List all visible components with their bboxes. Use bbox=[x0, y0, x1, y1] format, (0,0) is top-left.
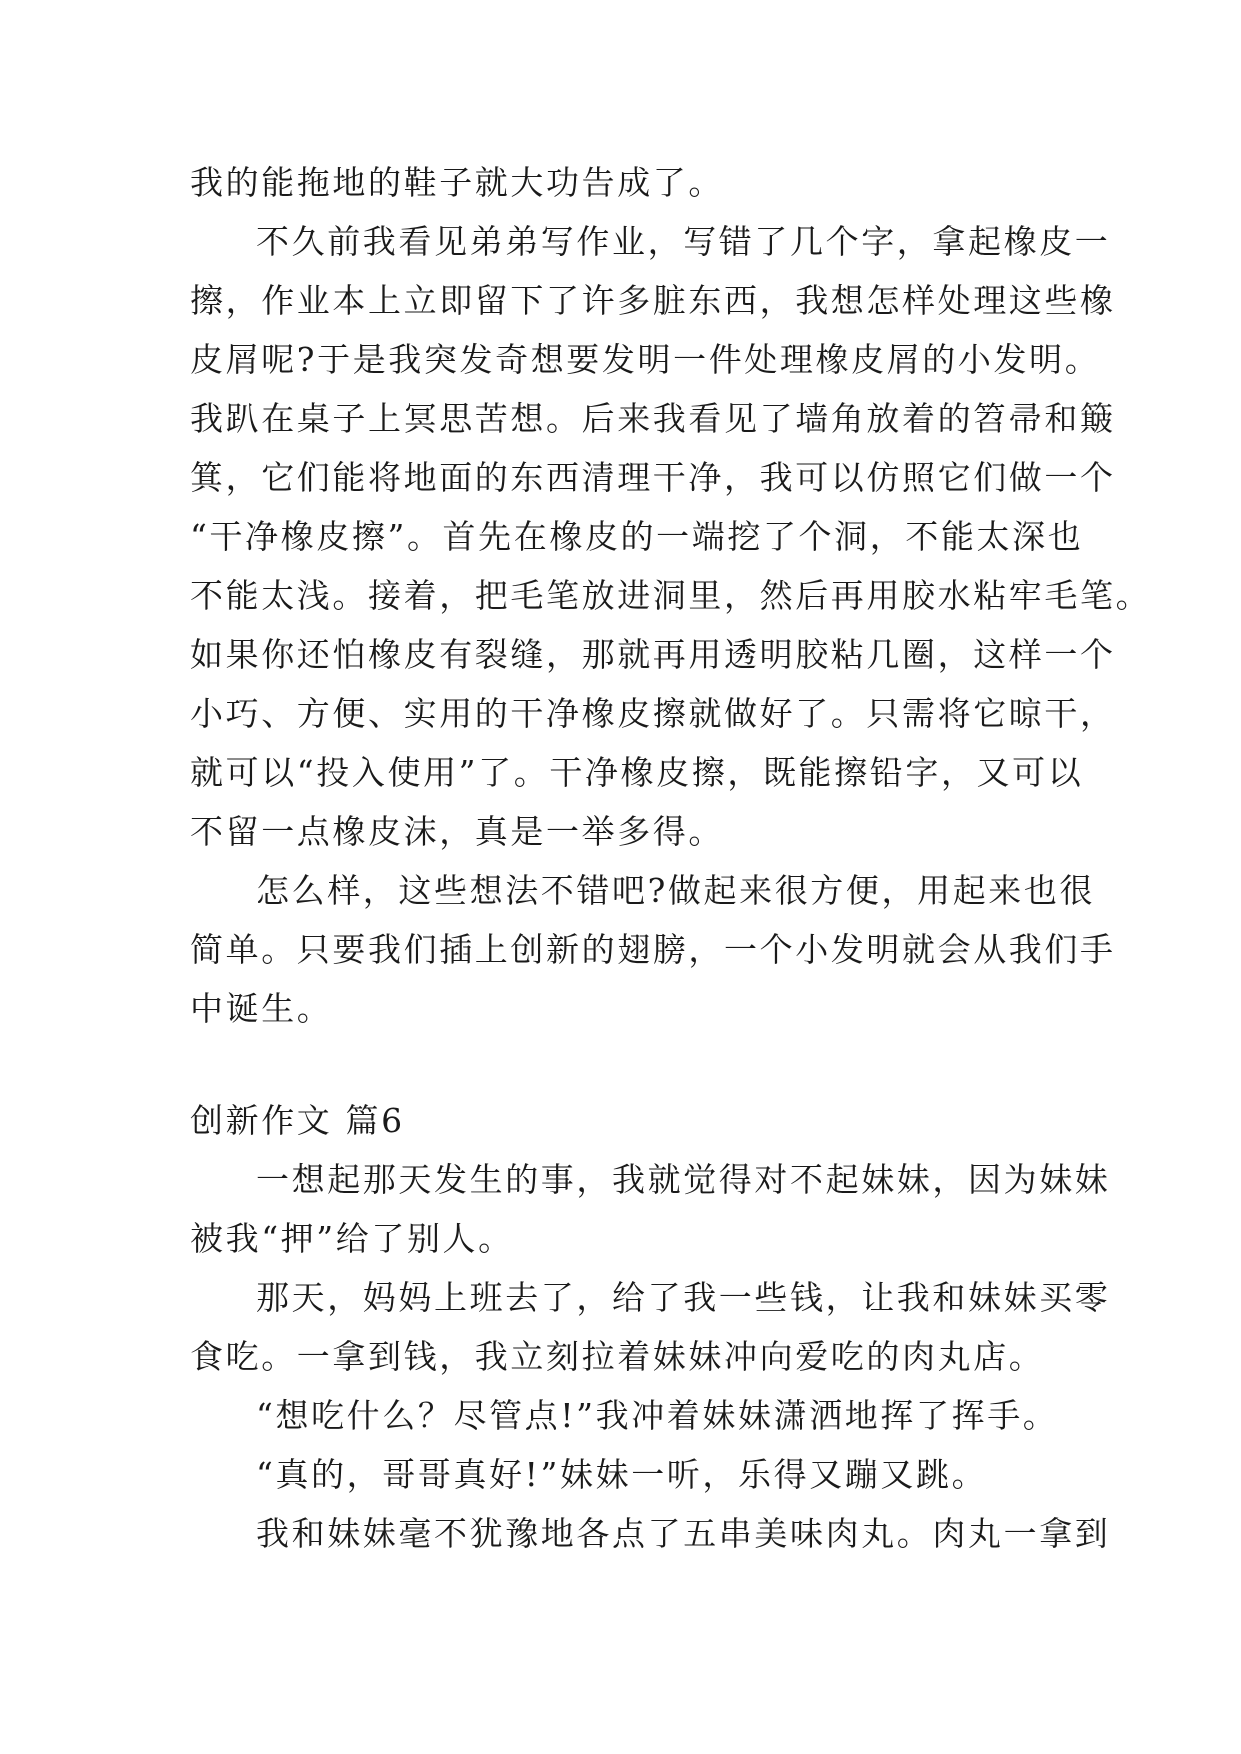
paragraph-start-line: 那天，妈妈上班去了，给了我一些钱，让我和妹妹买零 bbox=[256, 1278, 1111, 1317]
text-line: 我的能拖地的鞋子就大功告成了。 bbox=[190, 163, 724, 202]
section-heading: 创新作文 篇6 bbox=[190, 1101, 405, 1140]
text-line: 皮屑呢?于是我突发奇想要发明一件处理橡皮屑的小发明。 bbox=[190, 340, 1101, 379]
paragraph-start-line: 怎么样，这些想法不错吧?做起来很方便，用起来也很 bbox=[256, 871, 1096, 910]
paragraph-start-line: 不久前我看见弟弟写作业，写错了几个字，拿起橡皮一 bbox=[256, 222, 1111, 261]
paragraph-start-line: 我和妹妹毫不犹豫地各点了五串美味肉丸。肉丸一拿到 bbox=[256, 1514, 1111, 1553]
text-line: 如果你还怕橡皮有裂缝，那就再用透明胶粘几圈，这样一个 bbox=[190, 635, 1116, 674]
text-line: 中诞生。 bbox=[190, 989, 333, 1028]
text-line: 不留一点橡皮沫，真是一举多得。 bbox=[190, 812, 724, 851]
text-line: 被我“押”给了别人。 bbox=[190, 1219, 514, 1258]
dialogue-line: “想吃什么？尽管点!”我冲着妹妹潇洒地挥了挥手。 bbox=[256, 1396, 1059, 1435]
text-line: 简单。只要我们插上创新的翅膀，一个小发明就会从我们手 bbox=[190, 930, 1116, 969]
text-line: 就可以“投入使用”了。干净橡皮擦，既能擦铅字，又可以 bbox=[190, 753, 1084, 792]
dialogue-line: “真的，哥哥真好!”妹妹一听，乐得又蹦又跳。 bbox=[256, 1455, 988, 1494]
paragraph-start-line: 一想起那天发生的事，我就觉得对不起妹妹，因为妹妹 bbox=[256, 1160, 1111, 1199]
text-line: “干净橡皮擦”。首先在橡皮的一端挖了个洞，不能太深也 bbox=[190, 517, 1084, 556]
text-line: 不能太浅。接着，把毛笔放进洞里，然后再用胶水粘牢毛笔。 bbox=[190, 576, 1152, 615]
text-line: 我趴在桌子上冥思苦想。后来我看见了墙角放着的笤帚和簸 bbox=[190, 399, 1116, 438]
text-line: 小巧、方便、实用的干净橡皮擦就做好了。只需将它晾干， bbox=[190, 694, 1116, 733]
text-line: 食吃。一拿到钱，我立刻拉着妹妹冲向爱吃的肉丸店。 bbox=[190, 1337, 1045, 1376]
text-line: 箕，它们能将地面的东西清理干净，我可以仿照它们做一个 bbox=[190, 458, 1116, 497]
text-line: 擦，作业本上立即留下了许多脏东西，我想怎样处理这些橡 bbox=[190, 281, 1116, 320]
